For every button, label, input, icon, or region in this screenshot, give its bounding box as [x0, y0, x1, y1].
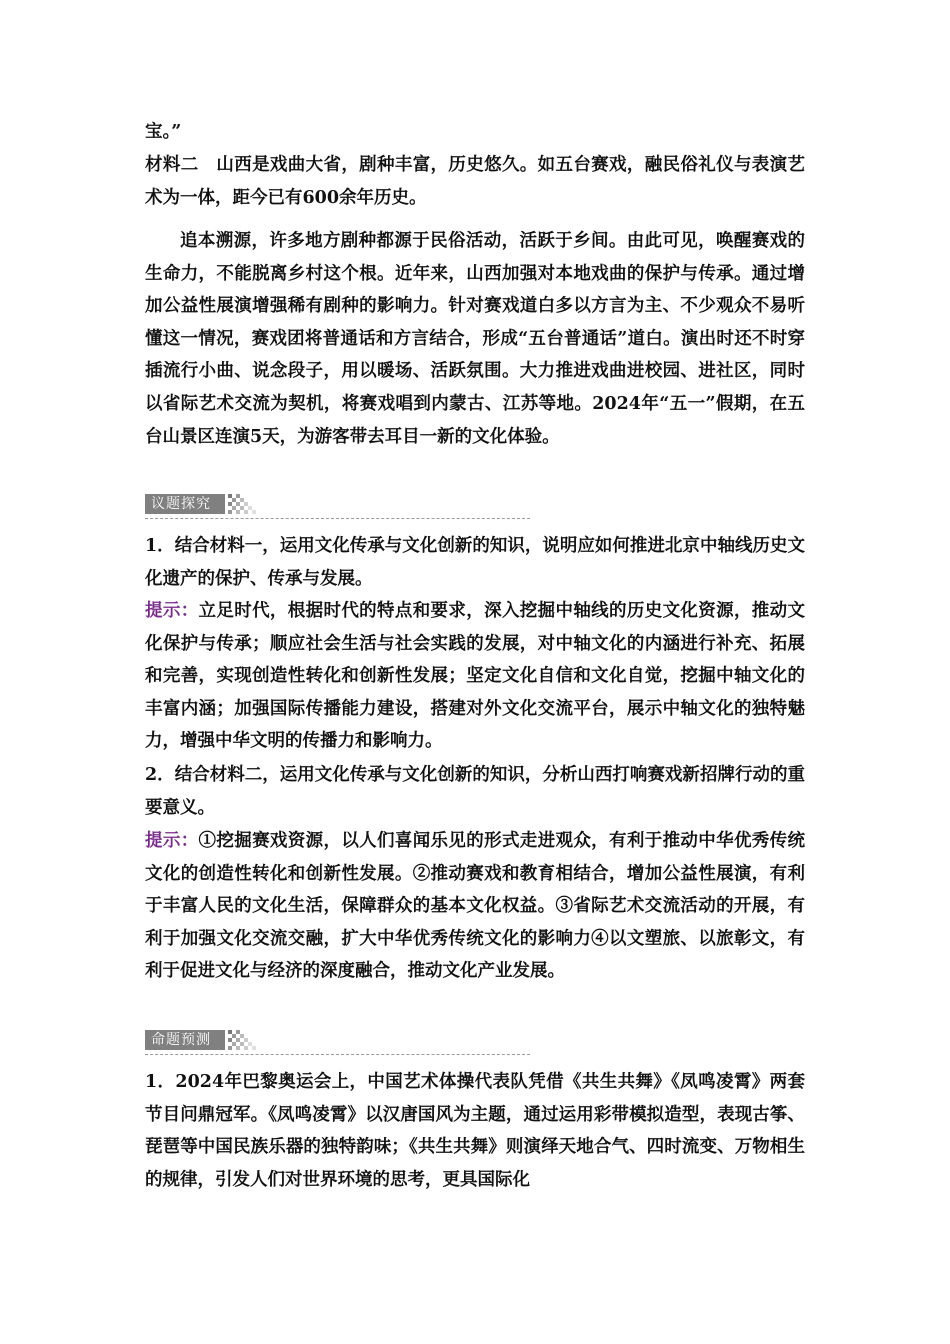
- answer-text: 立足时代，根据时代的特点和要求，深入挖掘中轴线的历史文化资源，推动文化保护与传承；顺应社会生活与社会实践的发展，对中轴文化的内涵进行补充、拓展和完善，实现创造性转化和创新性发展；坚定文化自信和文化自觉，挖掘中轴文化的丰富内涵；加强国际传播能力建设，搭建对外文化交流平台，展示中轴文化的独特魅力，增强中华文明的传播力和影响力。: [145, 601, 806, 752]
- section-title: 命题预测: [145, 1030, 225, 1050]
- material-two-intro: [145, 149, 805, 214]
- material-body-text: 追本溯源，许多地方剧种都源于民俗活动，活跃于乡间。由此可见，唤醒赛戏的生命力，不能脱离乡村这个根。近年来，山西加强对本地戏曲的保护与传承。通过增加公益性展演增强稀有剧种的影响力。针对赛戏道白多以方言为主、不少观众不易听懂这一情况，赛戏团将普通话和方言结合，形成“五台普通话”道白。演出时还不时穿插流行小曲、说念段子，用以暖场、活跃氛围。大力推进戏曲进校园、进社区，同时以省际艺术交流为契机，将赛戏唱到内蒙古、江苏等地。2024年“五一”假期，在五台山景区连演5天，为游客带去耳目一新的文化体验。: [145, 231, 805, 447]
- section-divider: [145, 518, 530, 519]
- continued-paragraph: [145, 116, 805, 149]
- hint-label: 提示：: [145, 831, 199, 851]
- question-2: [145, 759, 805, 824]
- continued-text: 宝。”: [145, 122, 182, 142]
- hint-label: 提示：: [145, 601, 199, 621]
- material-text: 山西是戏曲大省，剧种丰富，历史悠久。如五台赛戏，融民俗礼仪与表演艺术为一体，距今已有600余年历史。: [145, 155, 806, 208]
- question-text: 1．2024年巴黎奥运会上，中国艺术体操代表队凭借《共生共舞》《凤鸣凌霄》两套节目问鼎冠军。《凤鸣凌霄》以汉唐国风为主题，通过运用彩带模拟造型，表现古筝、琵琶等中国民族乐器的独特韵味；《共生共舞》则演绎天地合气、四时流变、万物相生的规律，引发人们对世界环境的思考，更具国际化: [145, 1072, 805, 1190]
- answer-1: [145, 595, 805, 758]
- answer-2: [145, 825, 805, 988]
- answer-text: ①挖掘赛戏资源，以人们喜闻乐见的形式走进观众，有利于推动中华优秀传统文化的创造性转化和创新性发展。②推动赛戏和教育相结合，增加公益性展演，有利于丰富人民的文化生活，保障群众的基本文化权益。③省际艺术交流活动的开展，有利于加强文化交流交融，扩大中华优秀传统文化的影响力④以文塑旅、以旅彰文，有利于促进文化与经济的深度融合，推动文化产业发展。: [145, 831, 806, 982]
- section-title: 议题探究: [145, 494, 225, 514]
- material-two-body: [145, 225, 805, 453]
- checker-pattern-icon: [228, 1030, 264, 1050]
- question-text: 1．结合材料一，运用文化传承与文化创新的知识，说明应如何推进北京中轴线历史文化遗产的保护、传承与发展。: [145, 536, 805, 589]
- checker-pattern-icon: [228, 494, 264, 514]
- prediction-question-1: [145, 1066, 805, 1196]
- question-1: [145, 530, 805, 595]
- question-text: 2．结合材料二，运用文化传承与文化创新的知识，分析山西打响赛戏新招牌行动的重要意义。: [145, 765, 805, 818]
- material-label: 材料二: [145, 155, 199, 175]
- section-divider: [145, 1054, 530, 1055]
